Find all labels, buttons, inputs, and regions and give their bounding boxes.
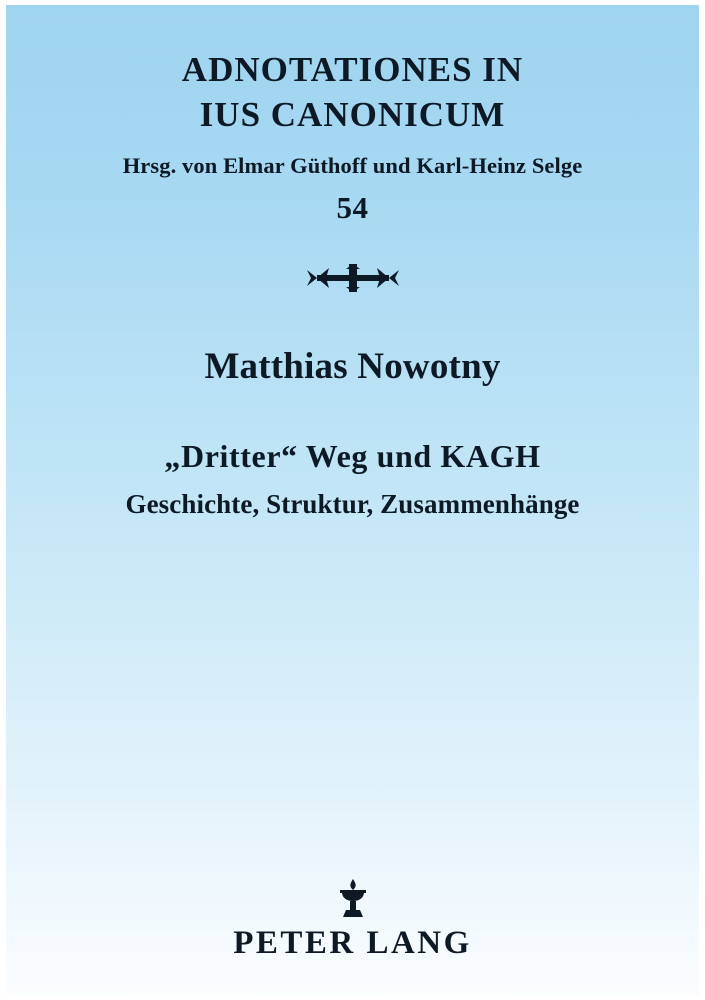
peter-lang-torch-logo-icon — [0, 877, 705, 919]
series-editors: Hrsg. von Elmar Güthoff und Karl-Heinz Selge — [122, 152, 583, 178]
series-volume-number: 54 — [336, 189, 369, 225]
book-title: „Dritter“ Weg und KAGH — [164, 438, 541, 474]
page-edge-right — [699, 0, 705, 1000]
cross-fleury-ornament-icon — [0, 258, 705, 304]
publisher-block — [0, 877, 705, 962]
page-edge-bottom — [0, 995, 705, 1000]
series-title-line-2: IUS CANONICUM — [199, 94, 506, 134]
author-name: Matthias Nowotny — [204, 346, 501, 387]
page-edge-top — [0, 0, 705, 5]
book-subtitle: Geschichte, Struktur, Zusammenhänge — [125, 489, 580, 519]
publisher-name: PETER LANG — [233, 925, 472, 961]
page-edge-left — [0, 0, 6, 1000]
series-block — [0, 48, 705, 226]
series-title-line-1: ADNOTATIONES IN — [181, 50, 524, 89]
